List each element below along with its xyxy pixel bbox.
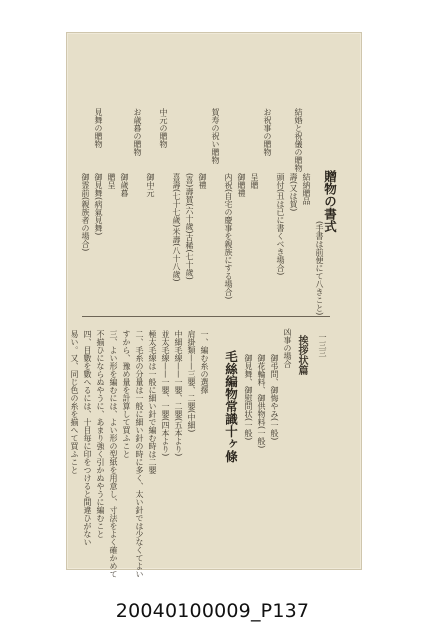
upper-col-13: 御見舞(病氣見舞) xyxy=(94,173,103,236)
lower-col-10: 易い。又、同じ色の糸を揃へて買ふこと xyxy=(70,330,79,474)
upper-col-5: 内祝(自宅の慶事を親族にする場合) xyxy=(224,173,233,300)
upper-heading-1: 結婚と祝儀の贈物 xyxy=(294,108,303,172)
upper-col-2: 頭付(丑は已に書くべき場合) xyxy=(276,173,285,276)
upper-subtitle: (手書は前便にて八きこと) xyxy=(315,221,324,316)
lower-col-2: 中細毛線——一嬰、二嬰(五本より) xyxy=(174,330,183,457)
image-caption: 20040100009_P137 xyxy=(115,600,310,622)
lower-col-9: 四、目數を數へるには、十目毎に印をつけると間違ひがない xyxy=(83,330,92,546)
lower-col-8: 不揃ひにならぬやうに、あまり強く引かぬやうに編むこと xyxy=(96,330,105,538)
upper-heading-4: 中元の贈物 xyxy=(159,108,168,148)
lower-col-0: 一、編む糸の選擇 xyxy=(200,330,209,394)
upper-col-11: 贈呈 xyxy=(107,173,116,189)
lower-title: 毛絲編物常識十ヶ條 xyxy=(223,350,239,463)
upper-col-10: 御歲暮 xyxy=(120,173,129,197)
lower-col-3: 並太毛線——一嬰、一嬰(四本より) xyxy=(161,330,170,457)
upper-col-16: 御霊前(親族者の場合) xyxy=(81,173,90,252)
upper-col-6: 御禮 xyxy=(198,173,207,189)
right-col-0: 御弔問、御悔やみ(一般) xyxy=(270,354,279,441)
upper-col-1: 壽(又は賀) xyxy=(289,173,298,212)
horizontal-rule xyxy=(82,316,330,317)
lower-col-5: 二、毛糸の分量は一般に細い針の時に多く、太い針では少なくてよい xyxy=(135,330,144,578)
lower-col-4: 極太毛線は一般に細い針で編む時は二嬰 xyxy=(148,330,157,474)
right-col-2: 御見舞、御慰問状(一般) xyxy=(244,354,253,441)
upper-heading-6: 見舞の贈物 xyxy=(94,108,103,148)
upper-title: 贈物の書式 xyxy=(322,170,338,233)
page-number: 一三三 xyxy=(318,333,327,357)
upper-heading-5: お歳暮の贈物 xyxy=(133,108,142,156)
lower-col-7: 三、よい形を編むには、よい形の型紙を用意し、寸法をよく確かめて xyxy=(109,330,118,578)
upper-col-0: 結納贈品 xyxy=(302,173,311,205)
right-col-1: 御花輪料、御供物料(一般) xyxy=(257,354,266,449)
section-title: 挨拶状篇 xyxy=(296,335,307,375)
upper-col-9: 御中元 xyxy=(146,173,155,197)
upper-heading-2: お祝事の贈物 xyxy=(263,108,272,156)
right-heading: 凶事の場合 xyxy=(283,328,292,368)
upper-col-3: 呈贈 xyxy=(250,173,259,189)
upper-col-7: (喜)壽賀(六十歲)古稀(七十歲) xyxy=(185,173,194,280)
lower-col-6: すから、豫め量を計算して買ふこと xyxy=(122,330,131,458)
upper-col-8: 喜壽(七十七歲)米壽(八十八歲) xyxy=(172,173,181,282)
upper-col-4: 御贈禮 xyxy=(237,173,246,197)
lower-col-1: 肩掛類——三嬰、二嬰(中細) xyxy=(187,330,196,433)
upper-heading-3: 賀寿の祝い贈物 xyxy=(211,108,220,164)
